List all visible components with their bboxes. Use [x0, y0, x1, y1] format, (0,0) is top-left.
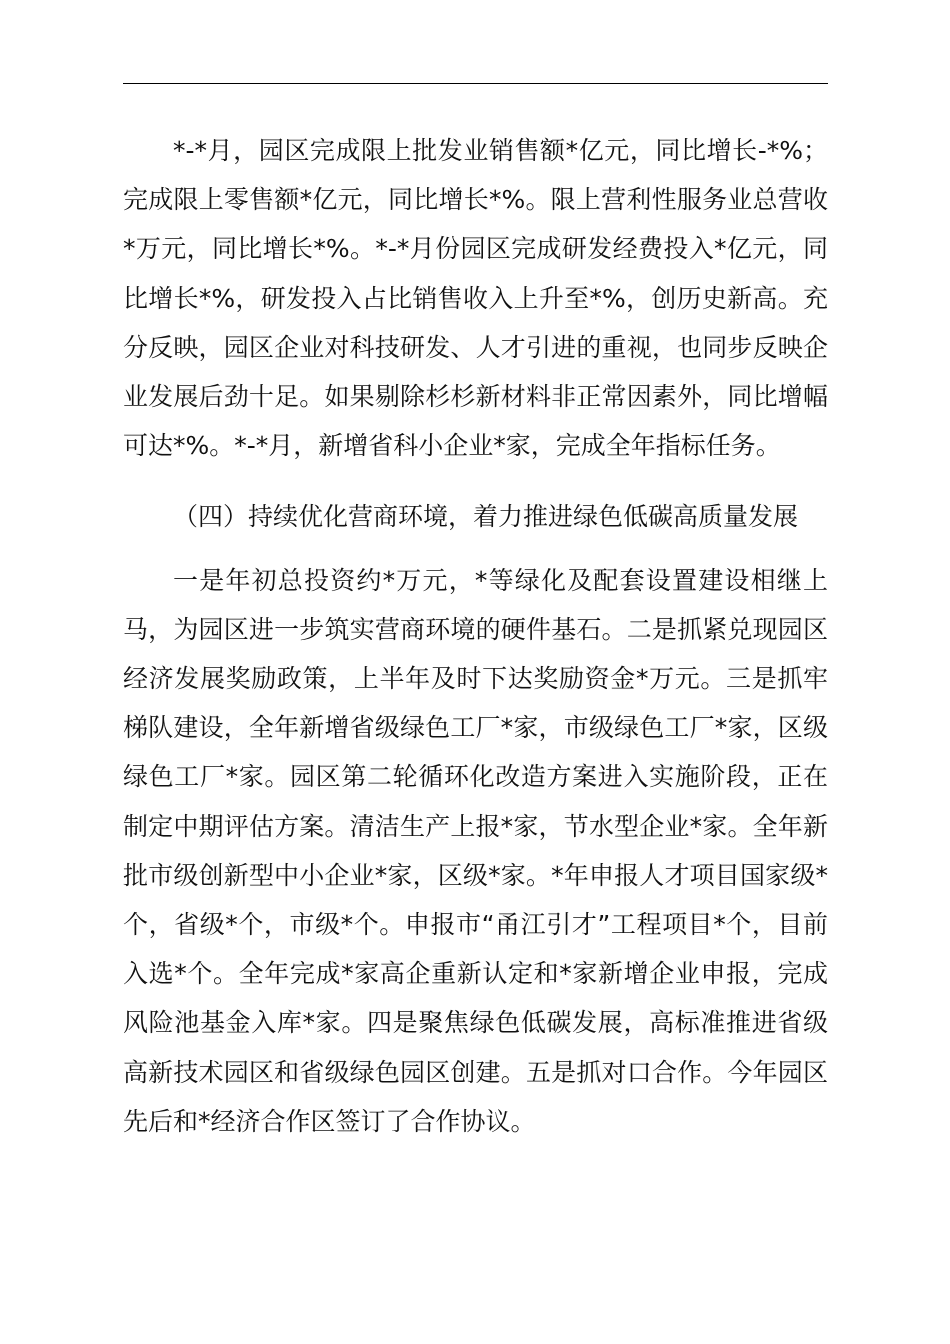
- header-rule: [123, 83, 828, 84]
- paragraph-sales-and-rd: *-*月，园区完成限上批发业销售额*亿元，同比增长-*%；完成限上零售额*亿元，同比增长*%。限上营利性服务业总营收*万元，同比增长*%。*-*月份园区完成研发经费投入*亿元，同比增长*%，研发投入占比销售收入上升至*%，创历史新高。充分反映，园区企业对科技研发、人才引进的重视，也同步反映企业发展后劲十足。如果剔除杉杉新材料非正常因素外，同比增幅可达*%。*-*月，新增省科小企业*家，完成全年指标任务。: [123, 136, 828, 461]
- section-heading-business-environment: （四）持续优化营商环境，着力推进绿色低碳高质量发展: [173, 502, 799, 532]
- paragraph-green-development: 一是年初总投资约*万元，*等绿化及配套设置建设相继上马，为园区进一步筑实营商环境的硬件基石。二是抓紧兑现园区经济发展奖励政策，上半年及时下达奖励资金*万元。三是抓牢梯队建设，全年新增省级绿色工厂*家，市级绿色工厂*家，区级绿色工厂*家。园区第二轮循环化改造方案进入实施阶段，正在制定中期评估方案。清洁生产上报*家，节水型企业*家。全年新批市级创新型中小企业*家，区级*家。*年申报人才项目国家级*个，省级*个，市级*个。申报市“甬江引才”工程项目*个，目前入选*个。全年完成*家高企重新认定和*家新增企业申报，完成风险池基金入库*家。四是聚焦绿色低碳发展，高标准推进省级高新技术园区和省级绿色园区创建。五是抓对口合作。今年园区先后和*经济合作区签订了合作协议。: [123, 565, 828, 1136]
- body-text: [123, 126, 828, 1146]
